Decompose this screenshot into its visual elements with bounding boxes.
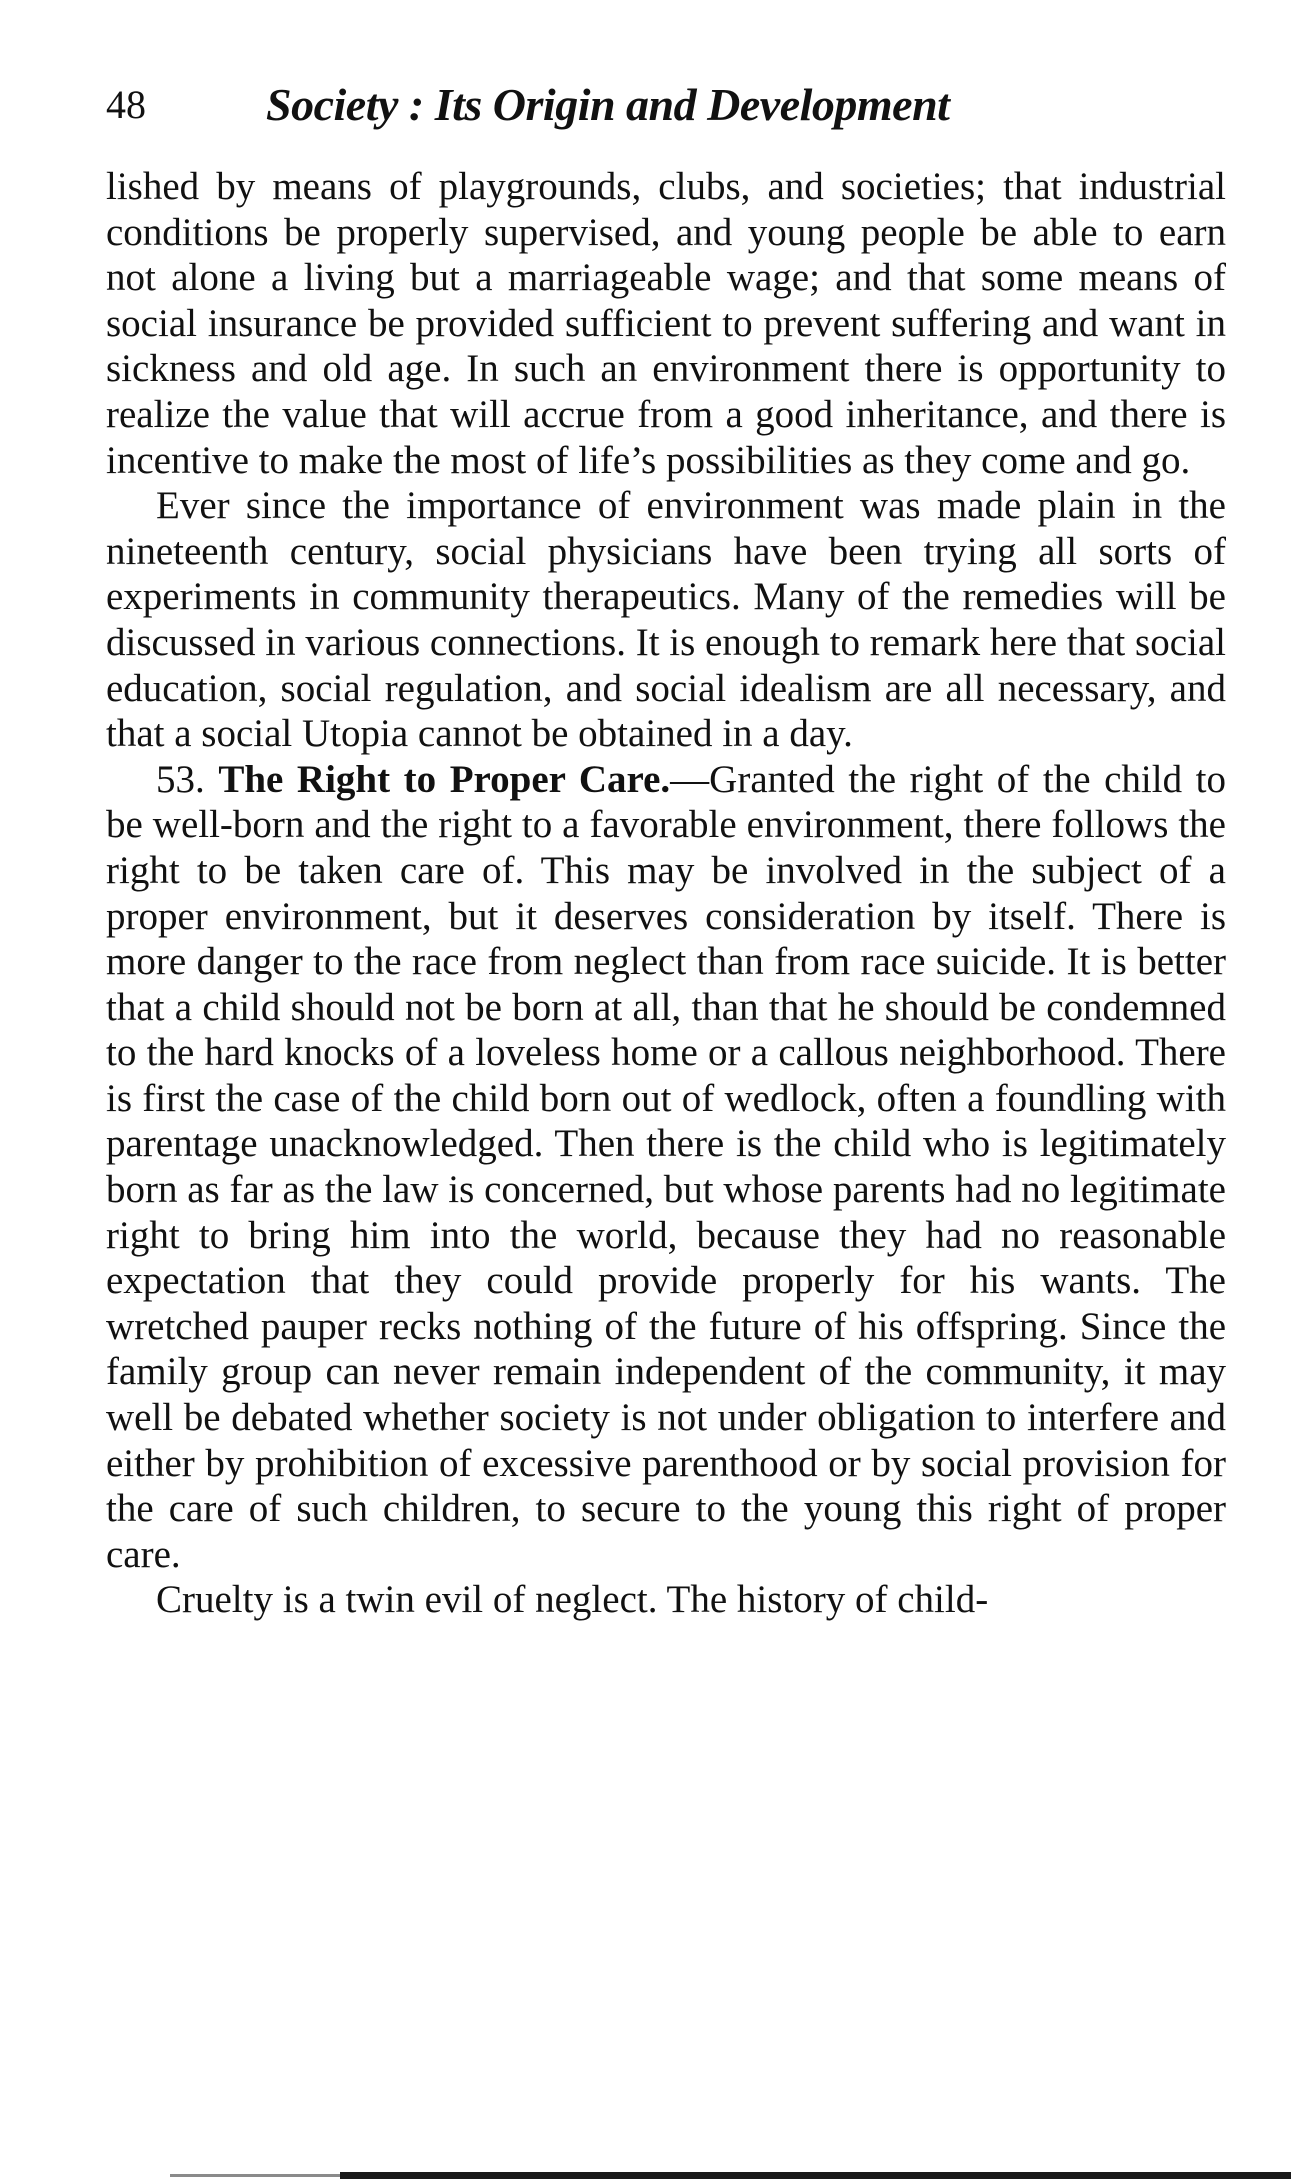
running-title: Society : Its Origin and Development xyxy=(266,79,950,130)
body-text xyxy=(106,164,1226,1623)
running-head xyxy=(106,70,1226,140)
paragraph-section-53 xyxy=(106,757,1226,1578)
section-number: 53. xyxy=(156,757,205,801)
bottom-edge-shadow xyxy=(170,2174,340,2177)
bottom-edge-rule xyxy=(340,2172,1291,2179)
paragraph-cruelty: Cruelty is a twin evil of neglect. The history of child- xyxy=(156,1578,989,1622)
page-number: 48 xyxy=(106,82,146,127)
paragraph-environment: Ever since the importance of environment was made plain in the nineteenth century, social physicians have been trying all sorts of experiments in community therapeutics. Many of the remedies will be discussed in various connections. It is enough to remark here that social education, social regulation, and social idealism are all necessary, and that a social Utopia cannot be obtained in a day. xyxy=(106,484,1226,756)
paragraph-continued: lished by means of playgrounds, clubs, and societies; that industrial conditions be properly supervised, and young people be able to earn not alone a living but a marriageable wage; and that some means of social insurance be provided sufficient to prevent suffering and want in sickness and old age. In such an environment there is opportunity to realize the value that will accrue from a good inheritance, and there is incentive to make the most of life’s possibilities as they come and go. xyxy=(106,165,1226,482)
section-text: —Granted the right of the child to be well-born and the right to a favorable environment, there follows the right to be taken care of. This may be involved in the subject of a proper environment, but it deserves consideration by itself. There is more danger to the race from neglect than from race suicide. It is better that a child should not be born at all, than that he should be condemned to the hard knocks of a loveless home or a callous neighborhood. There is first the case of the child born out of wedlock, often a foundling with parentage unacknowledged. Then there is the child who is legitimately born as far as the law is concerned, but whose parents had no legitimate right to bring him into the world, because they had no reasonable expectation that they could provide properly for his wants. The wretched pauper recks nothing of the future of his offspring. Since the family group can never remain independent of the community, it may well be debated whether society is not under obligation to interfere and either by prohibition of excessive parenthood or by social provision for the care of such children, to secure to the young this right of proper care. xyxy=(106,757,1226,1576)
section-heading: The Right to Proper Care. xyxy=(218,757,671,801)
